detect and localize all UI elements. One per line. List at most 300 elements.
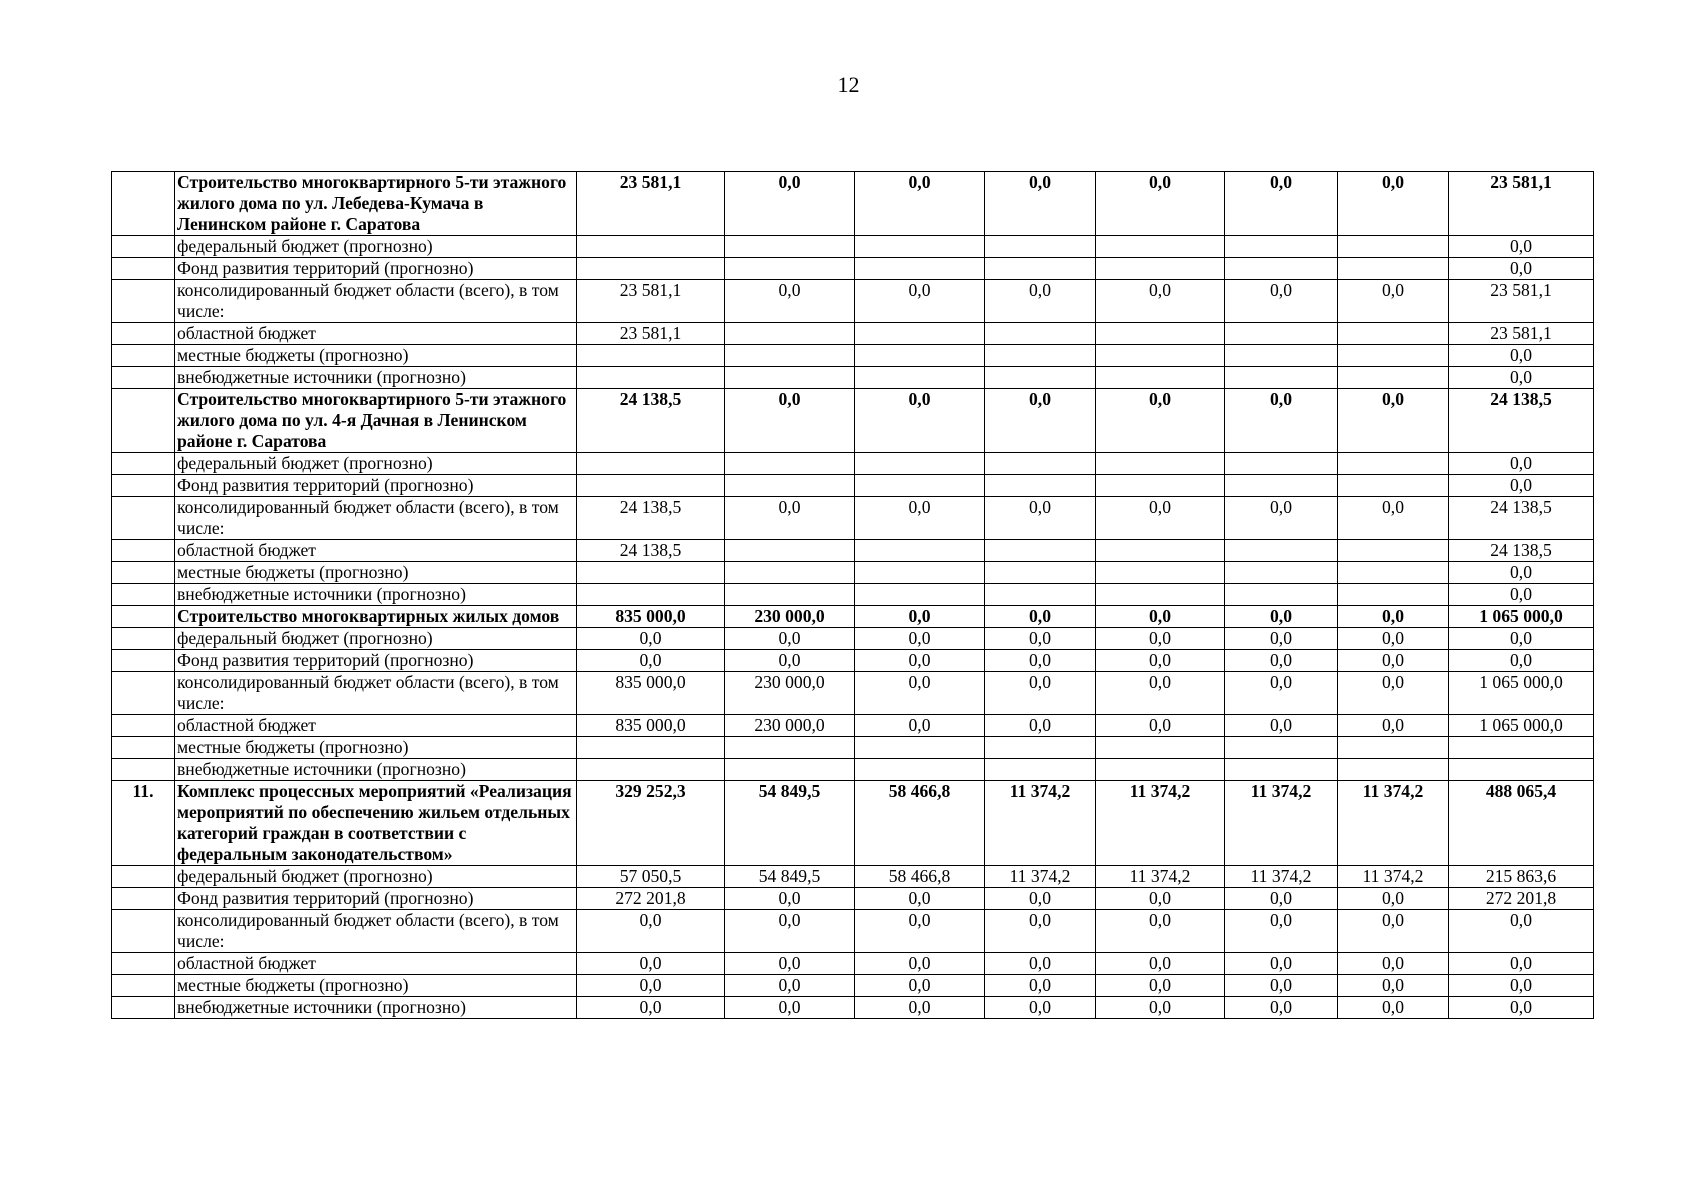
year-value-cell: 0,0	[855, 172, 985, 236]
year-value-cell: 24 138,5	[577, 389, 725, 453]
funding-source-row	[112, 236, 1594, 258]
row-label-cell: местные бюджеты (прогнозно)	[175, 737, 577, 759]
funding-source-row	[112, 562, 1594, 584]
row-label-cell: областной бюджет	[175, 540, 577, 562]
row-number-cell	[112, 606, 175, 628]
funding-source-row	[112, 280, 1594, 323]
year-value-cell: 0,0	[1096, 280, 1225, 323]
year-value-cell: 11 374,2	[985, 781, 1096, 866]
row-label-cell: консолидированный бюджет области (всего), в том числе:	[175, 497, 577, 540]
row-label-cell: областной бюджет	[175, 323, 577, 345]
row-number-cell	[112, 715, 175, 737]
year-value-cell: 0,0	[1338, 497, 1449, 540]
year-value-cell: 0,0	[1338, 606, 1449, 628]
year-value-cell: 0,0	[577, 997, 725, 1019]
year-value-cell	[855, 475, 985, 497]
year-value-cell: 0,0	[725, 497, 855, 540]
year-value-cell	[1096, 345, 1225, 367]
year-value-cell: 0,0	[1225, 497, 1338, 540]
year-value-cell: 58 466,8	[855, 781, 985, 866]
row-number-cell	[112, 628, 175, 650]
year-value-cell	[1225, 345, 1338, 367]
year-value-cell: 0,0	[985, 910, 1096, 953]
total-value-cell: 0,0	[1449, 345, 1594, 367]
year-value-cell	[577, 345, 725, 367]
page-number: 12	[837, 72, 860, 97]
year-value-cell: 0,0	[985, 389, 1096, 453]
year-value-cell: 11 374,2	[985, 866, 1096, 888]
year-value-cell	[985, 737, 1096, 759]
total-value-cell: 1 065 000,0	[1449, 606, 1594, 628]
row-number-cell	[112, 540, 175, 562]
row-number-cell	[112, 453, 175, 475]
year-value-cell: 0,0	[1225, 888, 1338, 910]
year-value-cell: 0,0	[577, 628, 725, 650]
year-value-cell	[1096, 367, 1225, 389]
year-value-cell	[855, 345, 985, 367]
row-label-cell: Фонд развития территорий (прогнозно)	[175, 888, 577, 910]
year-value-cell: 230 000,0	[725, 672, 855, 715]
year-value-cell: 0,0	[577, 650, 725, 672]
row-label-cell: консолидированный бюджет области (всего), в том числе:	[175, 910, 577, 953]
row-label-cell: Строительство многоквартирного 5-ти этажного жилого дома по ул. Лебедева-Кумача в Ленинском районе г. Саратова	[175, 172, 577, 236]
year-value-cell: 0,0	[1096, 389, 1225, 453]
funding-source-row	[112, 953, 1594, 975]
year-value-cell	[855, 540, 985, 562]
year-value-cell: 0,0	[1096, 672, 1225, 715]
year-value-cell	[725, 737, 855, 759]
year-value-cell	[1338, 759, 1449, 781]
year-value-cell: 0,0	[1096, 650, 1225, 672]
year-value-cell	[577, 562, 725, 584]
total-value-cell: 488 065,4	[1449, 781, 1594, 866]
year-value-cell	[1338, 584, 1449, 606]
year-value-cell	[1225, 475, 1338, 497]
year-value-cell	[985, 367, 1096, 389]
year-value-cell	[725, 540, 855, 562]
year-value-cell: 0,0	[855, 953, 985, 975]
year-value-cell: 0,0	[1338, 997, 1449, 1019]
year-value-cell: 0,0	[1225, 172, 1338, 236]
row-label-cell: Фонд развития территорий (прогнозно)	[175, 258, 577, 280]
year-value-cell	[855, 759, 985, 781]
year-value-cell	[725, 453, 855, 475]
row-number-cell	[112, 910, 175, 953]
year-value-cell	[1225, 737, 1338, 759]
row-label-cell: консолидированный бюджет области (всего), в том числе:	[175, 672, 577, 715]
funding-source-row	[112, 888, 1594, 910]
funding-source-row	[112, 497, 1594, 540]
row-number-cell	[112, 258, 175, 280]
year-value-cell	[1338, 453, 1449, 475]
year-value-cell	[855, 584, 985, 606]
funding-source-row	[112, 866, 1594, 888]
measure-row	[112, 389, 1594, 453]
year-value-cell	[1225, 562, 1338, 584]
funding-source-row	[112, 475, 1594, 497]
year-value-cell: 11 374,2	[1338, 781, 1449, 866]
total-value-cell: 0,0	[1449, 584, 1594, 606]
year-value-cell	[725, 562, 855, 584]
year-value-cell: 0,0	[1096, 888, 1225, 910]
row-number-cell	[112, 562, 175, 584]
year-value-cell: 0,0	[725, 953, 855, 975]
year-value-cell	[855, 367, 985, 389]
funding-source-row	[112, 759, 1594, 781]
year-value-cell: 54 849,5	[725, 781, 855, 866]
year-value-cell: 0,0	[1338, 715, 1449, 737]
year-value-cell: 0,0	[1225, 715, 1338, 737]
year-value-cell: 0,0	[985, 672, 1096, 715]
funding-source-row	[112, 453, 1594, 475]
measure-row	[112, 781, 1594, 866]
year-value-cell: 0,0	[985, 953, 1096, 975]
year-value-cell: 57 050,5	[577, 866, 725, 888]
funding-source-row	[112, 584, 1594, 606]
total-value-cell: 0,0	[1449, 953, 1594, 975]
year-value-cell	[577, 584, 725, 606]
year-value-cell: 0,0	[1096, 975, 1225, 997]
year-value-cell	[1096, 258, 1225, 280]
total-value-cell: 0,0	[1449, 562, 1594, 584]
row-label-cell: внебюджетные источники (прогнозно)	[175, 584, 577, 606]
total-value-cell: 215 863,6	[1449, 866, 1594, 888]
year-value-cell	[1225, 584, 1338, 606]
year-value-cell: 0,0	[855, 715, 985, 737]
year-value-cell: 0,0	[725, 172, 855, 236]
year-value-cell	[1338, 737, 1449, 759]
row-number-cell	[112, 888, 175, 910]
row-number-cell	[112, 236, 175, 258]
year-value-cell: 0,0	[1338, 650, 1449, 672]
year-value-cell: 0,0	[1096, 606, 1225, 628]
row-label-cell: Строительство многоквартирных жилых домов	[175, 606, 577, 628]
year-value-cell: 0,0	[725, 888, 855, 910]
funding-source-row	[112, 258, 1594, 280]
funding-source-row	[112, 975, 1594, 997]
year-value-cell: 0,0	[1338, 672, 1449, 715]
row-label-cell: федеральный бюджет (прогнозно)	[175, 866, 577, 888]
year-value-cell: 0,0	[577, 910, 725, 953]
measure-row	[112, 172, 1594, 236]
row-number-cell	[112, 280, 175, 323]
row-label-cell: консолидированный бюджет области (всего), в том числе:	[175, 280, 577, 323]
total-value-cell: 0,0	[1449, 975, 1594, 997]
total-value-cell: 23 581,1	[1449, 280, 1594, 323]
year-value-cell: 0,0	[1225, 389, 1338, 453]
funding-source-row	[112, 737, 1594, 759]
year-value-cell: 0,0	[1096, 715, 1225, 737]
year-value-cell: 0,0	[985, 628, 1096, 650]
year-value-cell	[577, 453, 725, 475]
year-value-cell: 835 000,0	[577, 672, 725, 715]
row-label-cell: местные бюджеты (прогнозно)	[175, 562, 577, 584]
year-value-cell	[725, 323, 855, 345]
year-value-cell: 0,0	[1225, 650, 1338, 672]
year-value-cell: 0,0	[855, 672, 985, 715]
row-number-cell	[112, 975, 175, 997]
row-number-cell	[112, 997, 175, 1019]
year-value-cell: 0,0	[1225, 628, 1338, 650]
year-value-cell: 0,0	[985, 497, 1096, 540]
year-value-cell	[855, 453, 985, 475]
year-value-cell	[1096, 759, 1225, 781]
year-value-cell	[1338, 345, 1449, 367]
year-value-cell	[985, 562, 1096, 584]
year-value-cell: 23 581,1	[577, 280, 725, 323]
total-value-cell: 24 138,5	[1449, 540, 1594, 562]
row-label-cell: Фонд развития территорий (прогнозно)	[175, 650, 577, 672]
funding-source-row	[112, 323, 1594, 345]
row-number-cell	[112, 759, 175, 781]
funding-source-row	[112, 910, 1594, 953]
total-value-cell: 0,0	[1449, 475, 1594, 497]
year-value-cell	[985, 540, 1096, 562]
year-value-cell: 0,0	[855, 975, 985, 997]
year-value-cell: 0,0	[985, 975, 1096, 997]
row-label-cell: внебюджетные источники (прогнозно)	[175, 367, 577, 389]
year-value-cell	[985, 453, 1096, 475]
table-body	[112, 172, 1594, 1019]
year-value-cell: 0,0	[985, 888, 1096, 910]
year-value-cell: 0,0	[1338, 628, 1449, 650]
year-value-cell	[1225, 540, 1338, 562]
total-value-cell: 0,0	[1449, 910, 1594, 953]
total-value-cell: 0,0	[1449, 628, 1594, 650]
year-value-cell: 0,0	[1225, 606, 1338, 628]
year-value-cell: 0,0	[1096, 628, 1225, 650]
year-value-cell: 230 000,0	[725, 715, 855, 737]
budget-table	[111, 171, 1594, 1019]
total-value-cell: 0,0	[1449, 236, 1594, 258]
year-value-cell: 54 849,5	[725, 866, 855, 888]
year-value-cell: 0,0	[855, 389, 985, 453]
funding-source-row	[112, 672, 1594, 715]
year-value-cell: 0,0	[1225, 672, 1338, 715]
year-value-cell: 0,0	[1225, 975, 1338, 997]
year-value-cell	[1338, 540, 1449, 562]
year-value-cell: 0,0	[577, 953, 725, 975]
row-number-cell	[112, 866, 175, 888]
total-value-cell: 0,0	[1449, 650, 1594, 672]
row-label-cell: внебюджетные источники (прогнозно)	[175, 759, 577, 781]
total-value-cell: 0,0	[1449, 258, 1594, 280]
funding-source-row	[112, 650, 1594, 672]
year-value-cell	[577, 475, 725, 497]
year-value-cell: 11 374,2	[1225, 781, 1338, 866]
year-value-cell: 0,0	[1096, 997, 1225, 1019]
funding-source-row	[112, 540, 1594, 562]
year-value-cell: 0,0	[725, 280, 855, 323]
year-value-cell: 11 374,2	[1225, 866, 1338, 888]
year-value-cell	[1338, 258, 1449, 280]
year-value-cell: 0,0	[985, 650, 1096, 672]
year-value-cell	[985, 584, 1096, 606]
measure-row	[112, 606, 1594, 628]
year-value-cell: 835 000,0	[577, 715, 725, 737]
year-value-cell: 0,0	[1096, 910, 1225, 953]
year-value-cell	[1225, 367, 1338, 389]
row-number-cell	[112, 672, 175, 715]
year-value-cell: 0,0	[855, 910, 985, 953]
row-label-cell: Комплекс процессных мероприятий «Реализация мероприятий по обеспечению жильем отдельных категорий граждан в соответствии с федеральным законодательством»	[175, 781, 577, 866]
year-value-cell: 0,0	[855, 497, 985, 540]
year-value-cell: 23 581,1	[577, 323, 725, 345]
funding-source-row	[112, 997, 1594, 1019]
funding-source-row	[112, 715, 1594, 737]
year-value-cell	[1338, 367, 1449, 389]
year-value-cell: 0,0	[985, 606, 1096, 628]
year-value-cell	[985, 236, 1096, 258]
year-value-cell: 0,0	[1338, 280, 1449, 323]
total-value-cell	[1449, 737, 1594, 759]
total-value-cell: 23 581,1	[1449, 323, 1594, 345]
row-number-cell: 11.	[112, 781, 175, 866]
year-value-cell: 0,0	[1338, 172, 1449, 236]
total-value-cell: 0,0	[1449, 367, 1594, 389]
year-value-cell: 11 374,2	[1338, 866, 1449, 888]
year-value-cell	[1338, 323, 1449, 345]
year-value-cell	[725, 475, 855, 497]
year-value-cell: 0,0	[577, 975, 725, 997]
year-value-cell	[1096, 540, 1225, 562]
funding-source-row	[112, 345, 1594, 367]
row-label-cell: Строительство многоквартирного 5-ти этажного жилого дома по ул. 4-я Дачная в Ленинском районе г. Саратова	[175, 389, 577, 453]
year-value-cell	[1225, 236, 1338, 258]
year-value-cell: 0,0	[855, 997, 985, 1019]
row-number-cell	[112, 389, 175, 453]
year-value-cell	[1225, 323, 1338, 345]
total-value-cell: 272 201,8	[1449, 888, 1594, 910]
year-value-cell: 0,0	[1338, 953, 1449, 975]
year-value-cell	[577, 236, 725, 258]
year-value-cell: 0,0	[985, 280, 1096, 323]
funding-source-row	[112, 628, 1594, 650]
total-value-cell: 24 138,5	[1449, 389, 1594, 453]
year-value-cell: 0,0	[1096, 953, 1225, 975]
row-label-cell: Фонд развития территорий (прогнозно)	[175, 475, 577, 497]
total-value-cell: 0,0	[1449, 453, 1594, 475]
year-value-cell: 0,0	[1225, 953, 1338, 975]
year-value-cell: 11 374,2	[1096, 866, 1225, 888]
row-label-cell: федеральный бюджет (прогнозно)	[175, 628, 577, 650]
year-value-cell: 0,0	[1225, 997, 1338, 1019]
year-value-cell: 0,0	[985, 715, 1096, 737]
year-value-cell: 0,0	[855, 606, 985, 628]
row-label-cell: областной бюджет	[175, 953, 577, 975]
year-value-cell: 0,0	[725, 628, 855, 650]
year-value-cell	[577, 258, 725, 280]
total-value-cell: 0,0	[1449, 997, 1594, 1019]
year-value-cell	[855, 258, 985, 280]
row-number-cell	[112, 953, 175, 975]
year-value-cell	[855, 562, 985, 584]
year-value-cell	[577, 737, 725, 759]
year-value-cell	[725, 236, 855, 258]
row-number-cell	[112, 584, 175, 606]
year-value-cell: 24 138,5	[577, 497, 725, 540]
year-value-cell	[725, 258, 855, 280]
year-value-cell	[577, 759, 725, 781]
year-value-cell: 0,0	[1338, 888, 1449, 910]
row-number-cell	[112, 345, 175, 367]
row-number-cell	[112, 737, 175, 759]
year-value-cell	[985, 475, 1096, 497]
year-value-cell	[985, 323, 1096, 345]
year-value-cell: 0,0	[855, 628, 985, 650]
year-value-cell	[725, 367, 855, 389]
year-value-cell	[1096, 453, 1225, 475]
year-value-cell	[855, 323, 985, 345]
year-value-cell: 329 252,3	[577, 781, 725, 866]
year-value-cell	[1096, 737, 1225, 759]
funding-source-row	[112, 367, 1594, 389]
year-value-cell: 0,0	[855, 888, 985, 910]
row-number-cell	[112, 172, 175, 236]
year-value-cell: 0,0	[1338, 975, 1449, 997]
year-value-cell: 23 581,1	[577, 172, 725, 236]
total-value-cell	[1449, 759, 1594, 781]
row-number-cell	[112, 650, 175, 672]
year-value-cell	[855, 236, 985, 258]
year-value-cell: 0,0	[1338, 910, 1449, 953]
year-value-cell	[725, 759, 855, 781]
row-label-cell: федеральный бюджет (прогнозно)	[175, 453, 577, 475]
year-value-cell: 0,0	[1096, 172, 1225, 236]
year-value-cell	[855, 737, 985, 759]
year-value-cell: 11 374,2	[1096, 781, 1225, 866]
year-value-cell	[1096, 475, 1225, 497]
year-value-cell	[577, 367, 725, 389]
row-label-cell: внебюджетные источники (прогнозно)	[175, 997, 577, 1019]
year-value-cell: 0,0	[1225, 280, 1338, 323]
row-label-cell: местные бюджеты (прогнозно)	[175, 975, 577, 997]
year-value-cell	[1338, 236, 1449, 258]
year-value-cell: 0,0	[855, 650, 985, 672]
year-value-cell: 272 201,8	[577, 888, 725, 910]
year-value-cell	[1096, 562, 1225, 584]
year-value-cell	[1225, 453, 1338, 475]
year-value-cell: 0,0	[725, 389, 855, 453]
row-number-cell	[112, 497, 175, 540]
year-value-cell: 0,0	[725, 975, 855, 997]
year-value-cell	[985, 258, 1096, 280]
year-value-cell: 0,0	[855, 280, 985, 323]
total-value-cell: 1 065 000,0	[1449, 715, 1594, 737]
year-value-cell	[725, 584, 855, 606]
year-value-cell: 0,0	[985, 172, 1096, 236]
row-number-cell	[112, 323, 175, 345]
total-value-cell: 1 065 000,0	[1449, 672, 1594, 715]
year-value-cell: 24 138,5	[577, 540, 725, 562]
year-value-cell: 0,0	[1096, 497, 1225, 540]
year-value-cell: 0,0	[725, 650, 855, 672]
year-value-cell	[1338, 562, 1449, 584]
total-value-cell: 23 581,1	[1449, 172, 1594, 236]
year-value-cell	[985, 345, 1096, 367]
year-value-cell	[1225, 258, 1338, 280]
row-label-cell: местные бюджеты (прогнозно)	[175, 345, 577, 367]
year-value-cell: 58 466,8	[855, 866, 985, 888]
year-value-cell: 0,0	[1225, 910, 1338, 953]
year-value-cell: 0,0	[985, 997, 1096, 1019]
total-value-cell: 24 138,5	[1449, 497, 1594, 540]
year-value-cell: 0,0	[725, 910, 855, 953]
year-value-cell	[985, 759, 1096, 781]
year-value-cell	[1225, 759, 1338, 781]
year-value-cell	[1096, 584, 1225, 606]
year-value-cell	[1096, 236, 1225, 258]
